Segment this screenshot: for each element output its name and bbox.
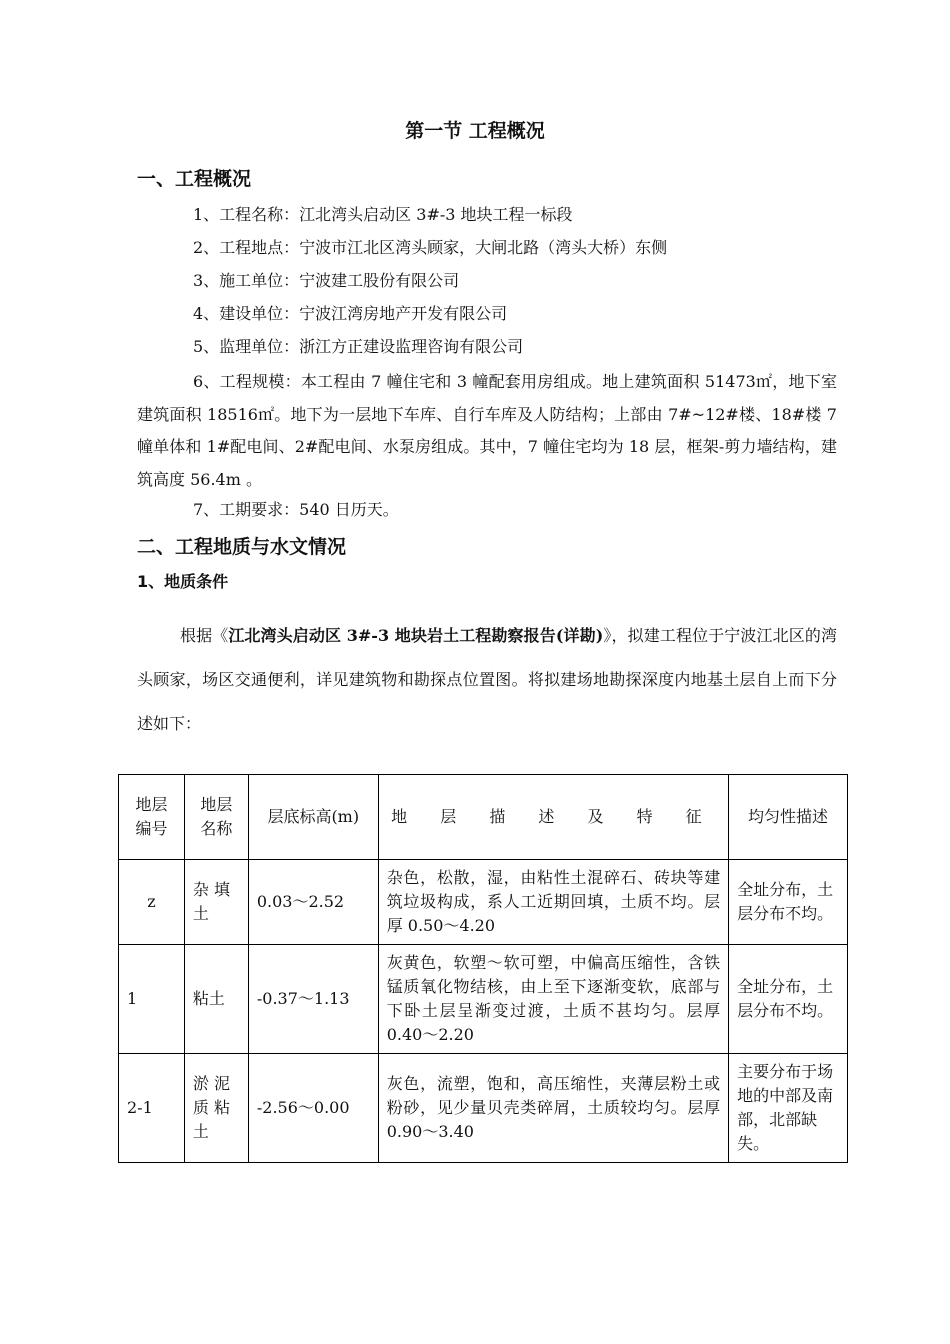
project-location-line: 2、工程地点：宁波市江北区湾头顾家，大闸北路（湾头大桥）东侧 <box>193 238 668 257</box>
table-row <box>119 945 848 1054</box>
header-layer-id-line1: 地层 <box>135 795 168 814</box>
header-bottom-elevation: 层底标高(m) <box>248 775 378 860</box>
layer-id-cell: z <box>119 860 185 945</box>
geology-subheading: 1、地质条件 <box>137 572 229 591</box>
uniformity-cell: 全址分布，土层分布不均。 <box>729 860 848 945</box>
header-layer-name <box>184 775 248 860</box>
header-uniformity: 均匀性描述 <box>729 775 848 860</box>
layer-id-cell: 1 <box>119 945 185 1054</box>
schedule-line: 7、工期要求：540 日历天。 <box>193 500 399 519</box>
table-header-row <box>119 775 848 860</box>
header-description: 地 层 描 述 及 特 征 <box>378 775 728 860</box>
description-cell: 灰色，流塑，饱和，高压缩性，夹薄层粉土或粉砂，见少量贝壳类碎屑，土质较均匀。层厚 0.90～3.40 <box>378 1054 728 1163</box>
layer-name-cell: 粘土 <box>184 945 248 1054</box>
soil-strata-table <box>118 774 848 1163</box>
header-layer-id-line2: 编号 <box>135 819 168 838</box>
layer-id-cell: 2-1 <box>119 1054 185 1163</box>
uniformity-cell: 全址分布，土层分布不均。 <box>729 945 848 1054</box>
project-name-line: 1、工程名称：江北湾头启动区 3#-3 地块工程一标段 <box>193 205 573 224</box>
description-cell: 杂色，松散，湿，由粘性土混碎石、砖块等建筑垃圾构成，系人工近期回填，土质不均。层厚 0.50～4.20 <box>378 860 728 945</box>
header-layer-id <box>119 775 185 860</box>
bottom-elevation-cell: 0.03～2.52 <box>248 860 378 945</box>
layer-name-cell: 杂 填 土 <box>184 860 248 945</box>
geology-text-before: 根据《 <box>180 626 229 645</box>
page-title: 第一节 工程概况 <box>405 120 545 142</box>
layer-name-cell: 淤 泥 质 粘 土 <box>184 1054 248 1163</box>
header-layer-name-line2: 名称 <box>200 819 233 838</box>
header-layer-name-line1: 地层 <box>200 795 233 814</box>
uniformity-cell: 主要分布于场地的中部及南部，北部缺失。 <box>729 1054 848 1163</box>
geology-text-after: 》，拟建工程位于宁波江北区的湾头顾家，场区交通便利，详见建筑物和勘探点位置图。将拟建场地勘探深度内地基土层自上而下分述如下： <box>137 626 837 733</box>
project-scale-paragraph: 6、工程规模：本工程由 7 幢住宅和 3 幢配套用房组成。地上建筑面积 51473㎡，地下室建筑面积 18516㎡。地下为一层地下车库、自行车库及人防结构；上部由 7#~12#楼、18#楼 7 幢单体和 1#配电间、2#配电间、水泵房组成。其中，7 幢住宅均为 18 层，框架-剪力墙结构，建筑高度 56.4m 。 <box>137 372 837 489</box>
supervisor-line: 5、监理单位：浙江方正建设监理咨询有限公司 <box>193 337 524 356</box>
geology-paragraph <box>137 614 837 746</box>
report-title: 江北湾头启动区 3#-3 地块岩土工程勘察报告(详勘) <box>228 626 604 645</box>
section2-heading: 二、工程地质与水文情况 <box>137 536 347 558</box>
bottom-elevation-cell: -2.56～0.00 <box>248 1054 378 1163</box>
developer-line: 4、建设单位：宁波江湾房地产开发有限公司 <box>193 304 508 323</box>
description-cell: 灰黄色，软塑～软可塑，中偏高压缩性，含铁锰质氧化物结核，由上至下逐渐变软，底部与下卧土层呈渐变过渡，土质不甚均匀。层厚 0.40～2.20 <box>378 945 728 1054</box>
bottom-elevation-cell: -0.37～1.13 <box>248 945 378 1054</box>
section1-heading: 一、工程概况 <box>137 168 252 190</box>
table-row <box>119 1054 848 1163</box>
table-row <box>119 860 848 945</box>
contractor-line: 3、施工单位：宁波建工股份有限公司 <box>193 271 460 290</box>
